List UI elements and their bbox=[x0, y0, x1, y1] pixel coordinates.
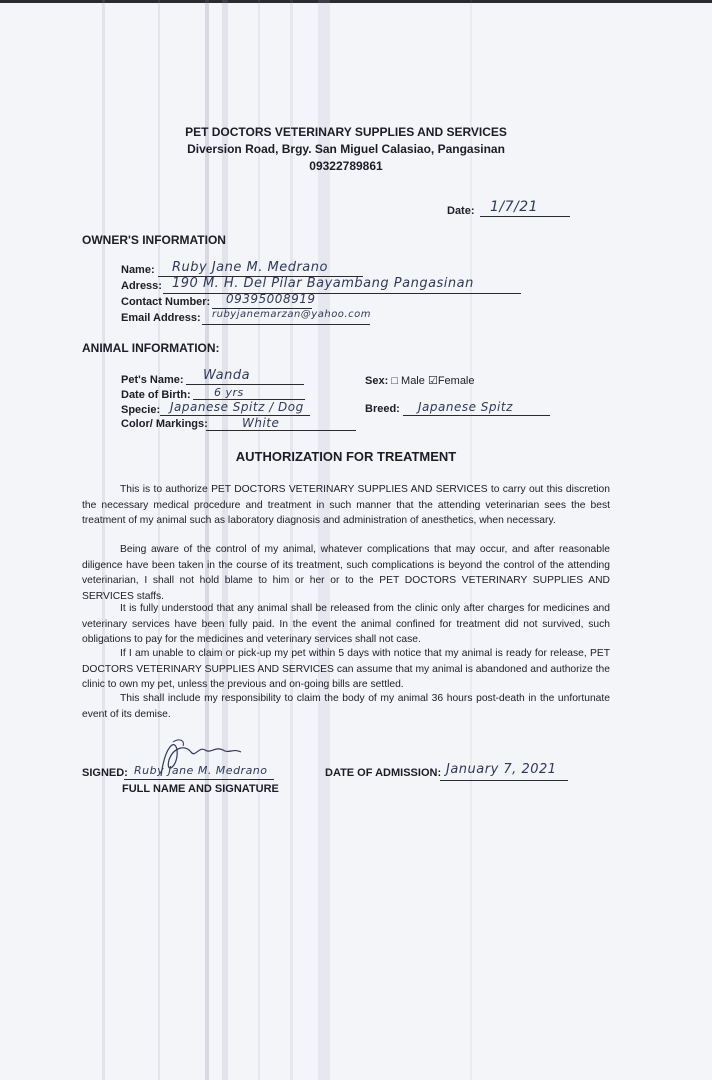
sex-field bbox=[365, 374, 475, 387]
pet-name-value: Wanda bbox=[203, 368, 251, 383]
owner-email-underline bbox=[202, 324, 370, 325]
pet-dob-label: Date of Birth: bbox=[121, 389, 191, 401]
owner-address-value: 190 M. H. Del Pilar Bayambang Pangasinan bbox=[172, 276, 474, 291]
date-underline bbox=[480, 216, 570, 217]
scan-top-edge bbox=[0, 0, 712, 3]
pet-name-underline bbox=[186, 384, 304, 385]
sex-female-label: Female bbox=[437, 375, 475, 387]
pet-specie-underline bbox=[160, 415, 310, 416]
owner-contact-label: Contact Number: bbox=[121, 296, 211, 308]
company-phone: 09322789861 bbox=[309, 159, 383, 173]
owner-email-label: Email Address: bbox=[121, 312, 201, 324]
breed-value: Japanese Spitz bbox=[418, 400, 513, 414]
owner-email-value: rubyjanemarzan@yahoo.com bbox=[212, 309, 371, 320]
owner-name-label: Name: bbox=[121, 264, 155, 276]
signed-underline bbox=[124, 779, 274, 780]
signed-label: SIGNED: bbox=[82, 767, 128, 779]
pet-name-label: Pet's Name: bbox=[121, 374, 184, 386]
breed-label: Breed: bbox=[365, 403, 400, 415]
date-value: 1/7/21 bbox=[490, 199, 539, 215]
sex-label: Sex: bbox=[365, 375, 389, 387]
authorization-paragraph-2: Being aware of the control of my animal, whatever complications that may occur, and after reasonable diligence have been taken in the course of its treatment, such complications is beyond the control of the attending veterinarian, I shall not hold blame to him or her or to the PET DOCTORS VETERINARY SUPPLIES AND SERVICES staffs. bbox=[82, 544, 610, 602]
authorization-title: AUTHORIZATION FOR TREATMENT bbox=[235, 449, 457, 464]
sex-male-label: Male bbox=[401, 375, 425, 387]
pet-dob-value: 6 yrs bbox=[214, 386, 244, 399]
pet-color-value: White bbox=[242, 416, 280, 430]
sex-female-checkbox[interactable]: ☑ bbox=[427, 375, 438, 387]
authorization-paragraph-3: It is fully understood that any animal shall be released from the clinic only after charges for medicines and veterinary services have been fully paid. In the event the animal confined for treatment did not survived, such obligations to pay for the medicines and veterinary services shall not case. bbox=[82, 603, 610, 645]
company-name: PET DOCTORS VETERINARY SUPPLIES AND SERVICES bbox=[185, 125, 507, 139]
company-address: Diversion Road, Brgy. San Miguel Calasiao, Pangasinan bbox=[187, 142, 505, 156]
admission-value: January 7, 2021 bbox=[446, 762, 557, 777]
authorization-paragraph-1: This is to authorize PET DOCTORS VETERINARY SUPPLIES AND SERVICES to carry out this discretion the necessary medical procedure and treatment in such manner that the attending veterinarian sees the best treatment of my animal such as laboratory diagnosis and administration of anesthetics, when necessary. bbox=[82, 484, 610, 526]
date-label: Date: bbox=[447, 205, 475, 217]
admission-label: DATE OF ADMISSION: bbox=[325, 767, 442, 779]
sex-male-checkbox[interactable]: □ bbox=[391, 375, 398, 387]
owner-address-label: Adress: bbox=[121, 280, 162, 292]
pet-specie-label: Specie: bbox=[121, 404, 161, 416]
pet-color-label: Color/ Markings: bbox=[121, 418, 208, 430]
admission-underline bbox=[440, 780, 568, 781]
owner-contact-value: 09395008919 bbox=[226, 292, 316, 306]
signed-value: Ruby Jane M. Medrano bbox=[134, 764, 268, 777]
pet-color-underline bbox=[206, 430, 356, 431]
authorization-paragraph-5: This shall include my responsibility to claim the body of my animal 36 hours post-death in the unfortunate event of its demise. bbox=[82, 693, 610, 720]
breed-underline bbox=[403, 415, 550, 416]
authorization-paragraph-4: If I am unable to claim or pick-up my pet within 5 days with notice that my animal is ready for release, PET DOCTORS VETERINARY SUPPLIES AND SERVICES can assume that my animal is abandoned and authorize the clinic to own my pet, unless the previous and on-going bills are settled. bbox=[82, 648, 610, 690]
pet-specie-value: Japanese Spitz / Dog bbox=[170, 400, 304, 414]
owner-name-value: Ruby Jane M. Medrano bbox=[172, 260, 328, 275]
animal-section-title: ANIMAL INFORMATION: bbox=[82, 341, 220, 355]
owner-address-underline bbox=[163, 293, 521, 294]
owner-section-title: OWNER'S INFORMATION bbox=[82, 233, 226, 247]
signature-caption: FULL NAME AND SIGNATURE bbox=[122, 783, 279, 795]
